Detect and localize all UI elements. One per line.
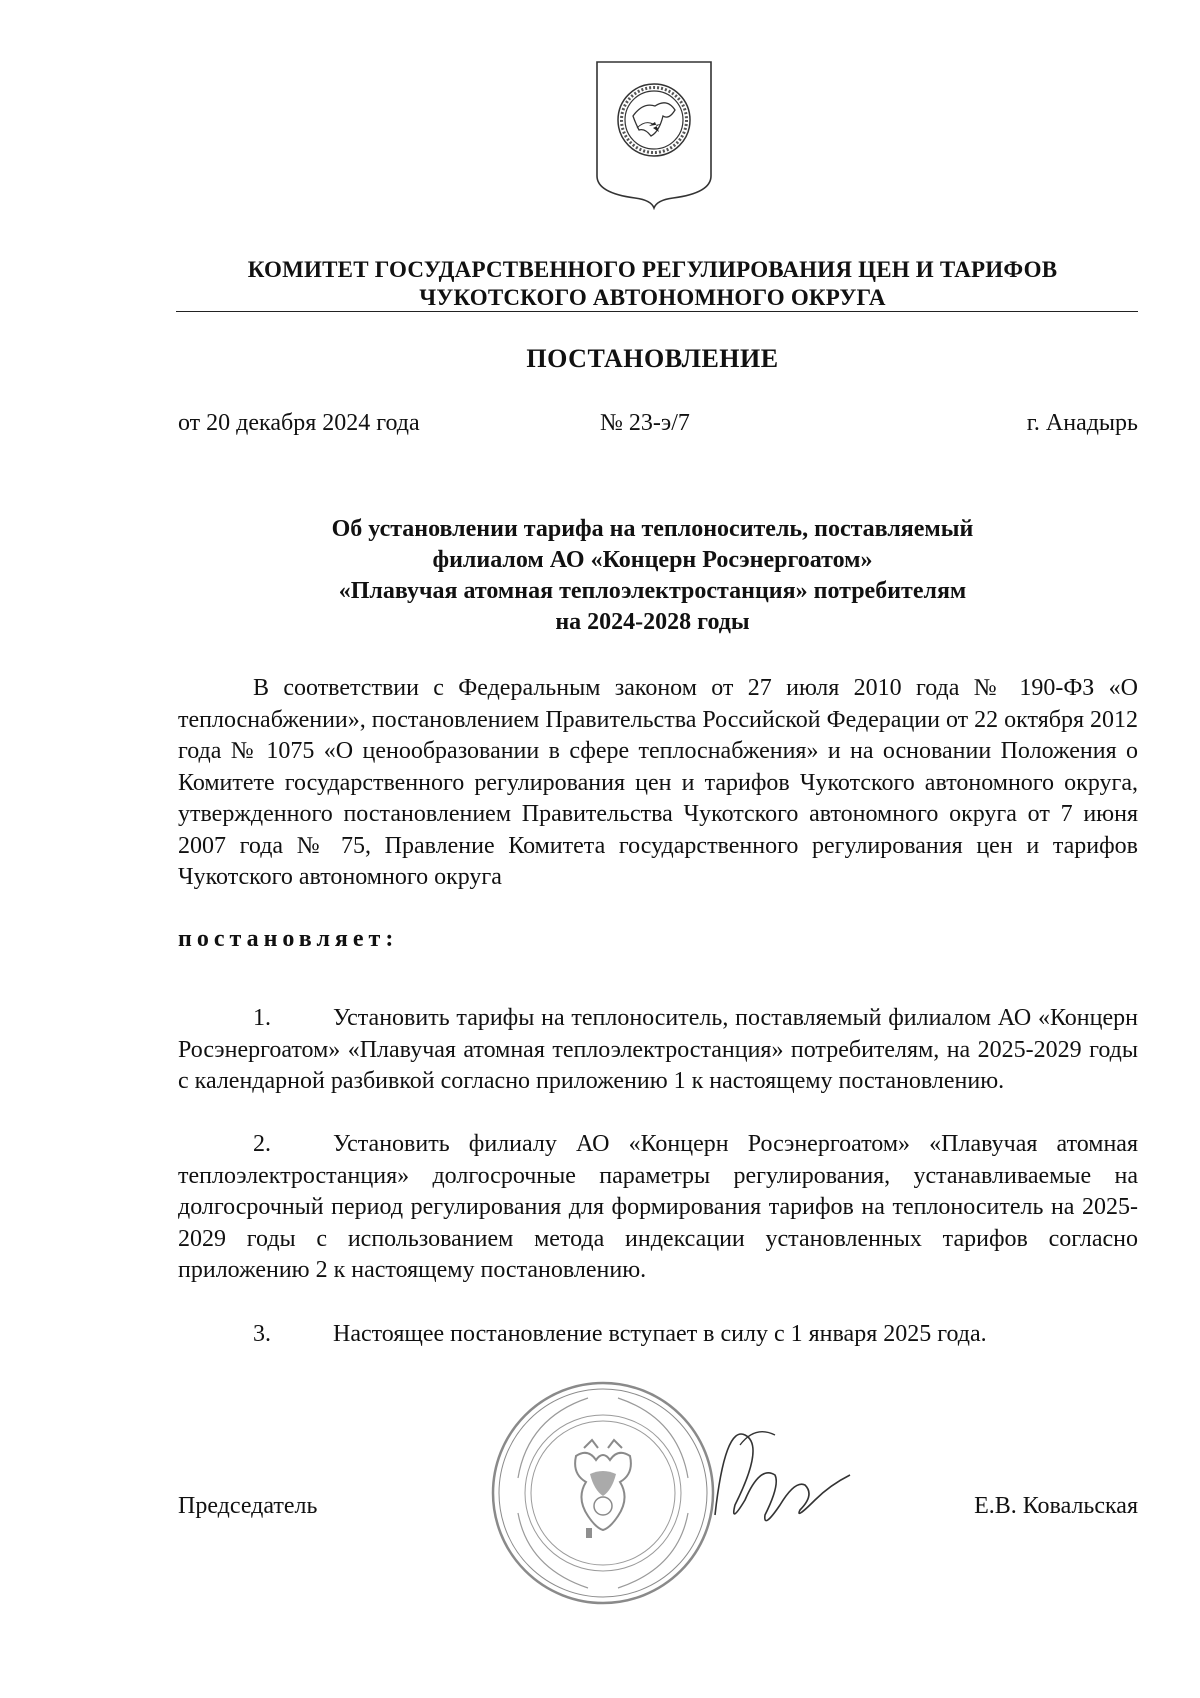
item-text: Установить тарифы на теплоноситель, поставляемый филиалом АО «Концерн Росэнергоатом» «Плавучая атомная теплоэлектростанция» потребителям, на 2025-2029 годы с календарной разбивкой согласно приложению 1 к настоящему постановлению. (178, 1005, 1138, 1094)
document-type: ПОСТАНОВЛЕНИЕ (526, 344, 779, 373)
title-line-1: Об установлении тарифа на теплоноситель, поставляемый (331, 516, 974, 542)
document-title (200, 514, 1105, 638)
preamble: В соответствии с Федеральным законом от 27 июля 2010 года № 190-ФЗ «О теплоснабжении», постановлением Правительства Российской Федерации от 22 октября 2012 года № 1075 «О ценообразовании в сфере теплоснабжения» и на основании Положения о Комитете государственного регулирования цен и тарифов Чукотского автономного округа, утвержденного постановлением Правительства Чукотского автономного округа от 7 июня 2007 года № 75, Правление Комитета государственного регулирования цен и тарифов Чукотского автономного округа (178, 675, 1138, 890)
document-city: г. Анадырь (1026, 410, 1138, 436)
coat-of-arms-icon (593, 58, 715, 210)
organization-line-2: ЧУКОТСКОГО АВТОНОМНОГО ОКРУГА (419, 285, 886, 310)
signatory-name: Е.В. Ковальская (974, 1493, 1138, 1519)
title-line-2: филиалом АО «Концерн Росэнергоатом» (432, 547, 873, 573)
resolves-word (178, 924, 1138, 956)
organization-name (170, 256, 1135, 312)
item-number: 2. (253, 1131, 271, 1157)
item-text: Установить филиалу АО «Концерн Росэнергоатом» «Плавучая атомная теплоэлектростанция» долгосрочные параметры регулирования, устанавливаемые на долгосрочный период регулирования для формирования тарифов на теплоноситель на 2025-2029 годы с использованием метода индексации установленных тарифов согласно приложению 2 к настоящему постановлению. (178, 1131, 1138, 1283)
list-item (178, 1319, 1138, 1351)
list-item (178, 1003, 1138, 1098)
resolves-label: постановляет: (178, 926, 399, 952)
official-seal-icon (488, 1378, 718, 1608)
title-line-4: на 2024-2028 годы (555, 609, 750, 635)
document-date: от 20 декабря 2024 года (178, 410, 420, 436)
list-item (178, 1129, 1138, 1287)
item-text: Настоящее постановление вступает в силу с 1 января 2025 года. (333, 1321, 987, 1347)
header-divider (176, 311, 1138, 312)
item-number: 3. (253, 1321, 271, 1347)
title-line-3: «Плавучая атомная теплоэлектростанция» потребителям (338, 578, 967, 604)
signature-icon (705, 1405, 855, 1555)
item-number: 1. (253, 1005, 271, 1031)
signatory-title: Председатель (178, 1493, 318, 1519)
document-number: № 23-э/7 (600, 410, 690, 436)
organization-line-1: КОМИТЕТ ГОСУДАРСТВЕННОГО РЕГУЛИРОВАНИЯ ЦЕН И ТАРИФОВ (247, 257, 1058, 282)
